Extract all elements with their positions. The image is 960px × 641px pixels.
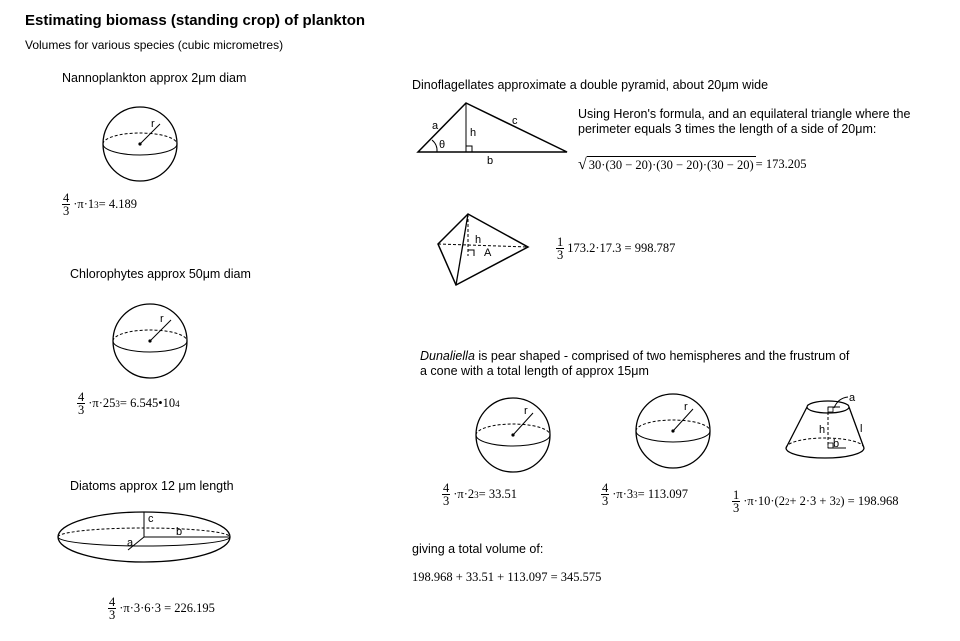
diatom-label-a: a [127, 537, 134, 549]
nanno-sphere-diagram [100, 104, 180, 184]
triangle-label-b: b [487, 155, 494, 167]
heron-text-2: perimeter equals 3 times the length of a side of 20μm: [578, 122, 877, 136]
triangle-label-theta: θ [439, 139, 446, 151]
heron-equation: √ 30·(30 − 20)·(30 − 20)·(30 − 20) = 173.205 [578, 156, 807, 173]
sphere-2-equation: $\frac{4}{3}$ ·π·3 3 = 113.097 [602, 481, 688, 508]
dunaliella-text-1: Dunaliella is pear shaped - comprised of two hemispheres and the frustrum of [420, 349, 850, 363]
dunaliella-sphere-1-diagram [473, 395, 553, 475]
page-subtitle: Volumes for various species (cubic micrometres) [25, 38, 284, 52]
page-title: Estimating biomass (standing crop) of plankton [25, 12, 366, 29]
frustum-label-a: a [849, 392, 856, 404]
dino-pyramid-diagram [436, 210, 532, 288]
diatom-ellipsoid-diagram [56, 505, 236, 570]
frustum-label-h: h [819, 424, 826, 436]
heron-text-1: Using Heron's formula, and an equilateral triangle where the [578, 107, 911, 121]
frustum-diagram [780, 390, 870, 466]
nanno-radius-label: r [151, 118, 155, 130]
nanno-equation: $\frac{4}{3}$ ·π·1 3 = 4.189 [63, 191, 137, 218]
diatoms-equation: $\frac{4}{3}$ ·π·3·6·3 = 226.195 [109, 595, 215, 622]
diatom-label-c: c [148, 513, 154, 525]
total-volume-label: giving a total volume of: [412, 542, 544, 556]
frustum-label-l: l [860, 423, 863, 435]
dunaliella-sphere-2-radius-label: r [684, 401, 688, 413]
dino-heading: Dinoflagellates approximate a double pyramid, about 20μm wide [412, 78, 769, 92]
triangle-label-a: a [432, 120, 439, 132]
dunaliella-sphere-2-diagram [633, 391, 713, 471]
triangle-label-c: c [512, 115, 518, 127]
chloro-equation: $\frac{4}{3}$ ·π·25 3 = 6.545•10 4 [78, 390, 180, 417]
chloro-heading: Chlorophytes approx 50μm diam [70, 267, 251, 281]
chloro-radius-label: r [160, 313, 164, 325]
dunaliella-sphere-1-radius-label: r [524, 405, 528, 417]
total-volume-equation: 198.968 + 33.51 + 113.097 = 345.575 [412, 570, 602, 584]
frustum-equation: $\frac{1}{3}$ ·π·10·(2 2 + 2·3 + 3 2 ) = 198.968 [733, 488, 899, 515]
dino-triangle-diagram [415, 100, 575, 166]
sphere-1-equation: $\frac{4}{3}$ ·π·2 3 = 33.51 [443, 481, 517, 508]
frustum-label-b: b [833, 438, 840, 450]
pyramid-label-A: A [484, 247, 492, 259]
dunaliella-text-2: a cone with a total length of approx 15μm [420, 364, 649, 378]
chloro-sphere-diagram [110, 301, 190, 381]
diatom-label-b: b [176, 526, 183, 538]
pyramid-label-h: h [475, 234, 482, 246]
diatoms-heading: Diatoms approx 12 μm length [70, 479, 234, 493]
nanno-heading: Nannoplankton approx 2μm diam [62, 71, 247, 85]
pyramid-equation: $\frac{1}{3}$ 173.2·17.3 = 998.787 [557, 235, 676, 262]
triangle-label-h: h [470, 127, 477, 139]
